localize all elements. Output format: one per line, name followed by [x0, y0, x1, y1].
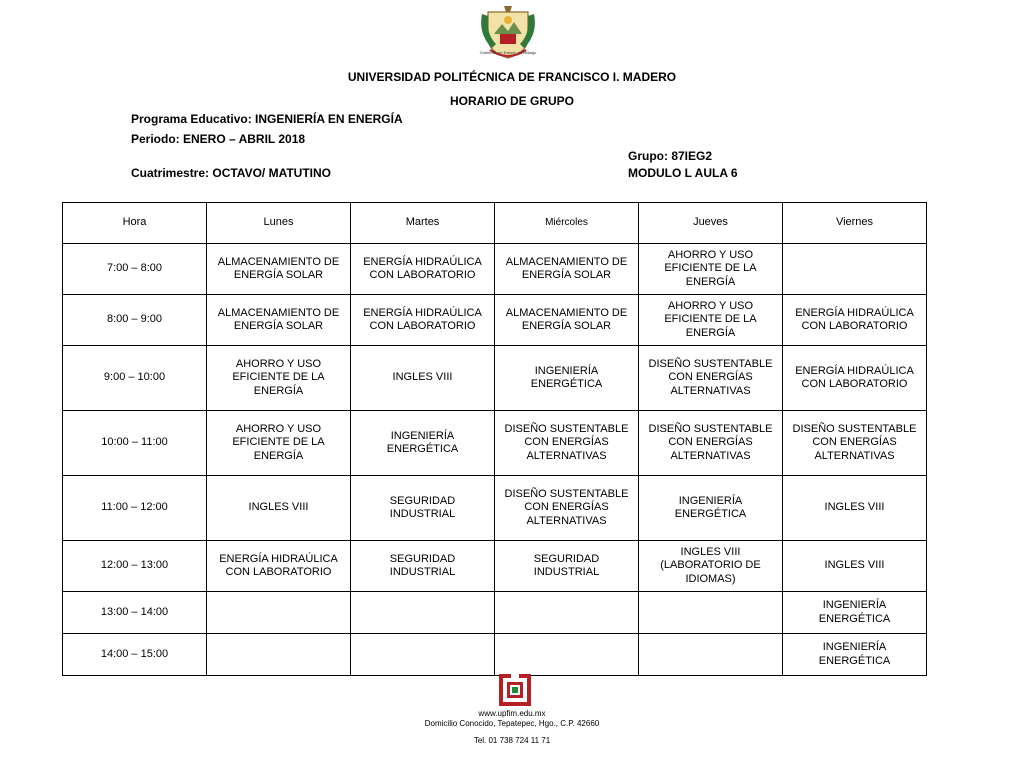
document-title: HORARIO DE GRUPO: [449, 94, 574, 108]
time-cell: 7:00 – 8:00: [63, 244, 207, 295]
column-header-jueves: Jueves: [639, 203, 783, 244]
table-row: [63, 541, 927, 592]
class-cell: INGENIERÍA ENERGÉTICA: [639, 476, 783, 541]
class-cell: INGLES VIII: [207, 476, 351, 541]
time-cell: 12:00 – 13:00: [63, 541, 207, 592]
class-cell: DISEÑO SUSTENTABLE CON ENERGÍAS ALTERNATIVAS: [783, 411, 927, 476]
program-label: Programa Educativo: INGENIERÍA EN ENERGÍA: [131, 112, 403, 126]
class-cell: ENERGÍA HIDRAÚLICA CON LABORATORIO: [351, 295, 495, 346]
term-label: Cuatrimestre: OCTAVO/ MATUTINO: [131, 166, 332, 180]
module-label: MODULO L AULA 6: [628, 166, 738, 180]
column-header-lunes: Lunes: [207, 203, 351, 244]
table-row: [63, 295, 927, 346]
university-name: UNIVERSIDAD POLITÉCNICA DE FRANCISCO I. MADERO: [347, 70, 677, 84]
class-cell: SEGURIDAD INDUSTRIAL: [495, 541, 639, 592]
class-cell: [207, 592, 351, 634]
column-header-martes: Martes: [351, 203, 495, 244]
time-cell: 13:00 – 14:00: [63, 592, 207, 634]
class-cell: ALMACENAMIENTO DE ENERGÍA SOLAR: [207, 244, 351, 295]
table-row: [63, 634, 927, 676]
crest-caption: Gobierno del Estado de Hidalgo: [479, 50, 537, 55]
class-cell: ENERGÍA HIDRAÚLICA CON LABORATORIO: [783, 346, 927, 411]
group-label: Grupo: 87IEG2: [628, 149, 713, 163]
table-row: [63, 476, 927, 541]
schedule-table: [62, 202, 927, 676]
website-link[interactable]: www.upfim.edu.mx: [478, 709, 546, 718]
university-logo-icon: [499, 674, 531, 706]
time-cell: 10:00 – 11:00: [63, 411, 207, 476]
table-row: [63, 411, 927, 476]
class-cell: ALMACENAMIENTO DE ENERGÍA SOLAR: [207, 295, 351, 346]
class-cell: [783, 244, 927, 295]
column-header-viernes: Viernes: [783, 203, 927, 244]
period-label: Periodo: ENERO – ABRIL 2018: [131, 132, 306, 146]
table-row: [63, 244, 927, 295]
class-cell: INGLES VIII: [783, 541, 927, 592]
time-cell: 14:00 – 15:00: [63, 634, 207, 676]
class-cell: AHORRO Y USO EFICIENTE DE LA ENERGÍA: [207, 411, 351, 476]
table-row: [63, 592, 927, 634]
class-cell: ALMACENAMIENTO DE ENERGÍA SOLAR: [495, 244, 639, 295]
time-cell: 11:00 – 12:00: [63, 476, 207, 541]
class-cell: [495, 634, 639, 676]
class-cell: SEGURIDAD INDUSTRIAL: [351, 476, 495, 541]
table-row: [63, 346, 927, 411]
class-cell: [207, 634, 351, 676]
class-cell: INGENIERÍA ENERGÉTICA: [783, 592, 927, 634]
class-cell: INGLES VIII: [351, 346, 495, 411]
class-cell: [351, 634, 495, 676]
class-cell: INGENIERÍA ENERGÉTICA: [783, 634, 927, 676]
class-cell: AHORRO Y USO EFICIENTE DE LA ENERGÍA: [639, 295, 783, 346]
time-cell: 9:00 – 10:00: [63, 346, 207, 411]
time-cell: 8:00 – 9:00: [63, 295, 207, 346]
class-cell: [639, 592, 783, 634]
column-header-hora: Hora: [63, 203, 207, 244]
address-text: Domicilio Conocido, Tepatepec, Hgo., C.P. 42660: [424, 719, 600, 728]
class-cell: DISEÑO SUSTENTABLE CON ENERGÍAS ALTERNATIVAS: [639, 346, 783, 411]
class-cell: INGENIERÍA ENERGÉTICA: [351, 411, 495, 476]
class-cell: ENERGÍA HIDRAÚLICA CON LABORATORIO: [207, 541, 351, 592]
class-cell: INGENIERÍA ENERGÉTICA: [495, 346, 639, 411]
class-cell: ENERGÍA HIDRAÚLICA CON LABORATORIO: [783, 295, 927, 346]
class-cell: DISEÑO SUSTENTABLE CON ENERGÍAS ALTERNATIVAS: [495, 476, 639, 541]
class-cell: AHORRO Y USO EFICIENTE DE LA ENERGÍA: [207, 346, 351, 411]
class-cell: INGLES VIII: [783, 476, 927, 541]
class-cell: DISEÑO SUSTENTABLE CON ENERGÍAS ALTERNATIVAS: [639, 411, 783, 476]
class-cell: [639, 634, 783, 676]
phone-text: Tel. 01 738 724 11 71: [473, 736, 551, 745]
class-cell: AHORRO Y USO EFICIENTE DE LA ENERGÍA: [639, 244, 783, 295]
class-cell: ALMACENAMIENTO DE ENERGÍA SOLAR: [495, 295, 639, 346]
class-cell: SEGURIDAD INDUSTRIAL: [351, 541, 495, 592]
class-cell: INGLES VIII (LABORATORIO DE IDIOMAS): [639, 541, 783, 592]
table-header-row: [63, 203, 927, 244]
class-cell: [351, 592, 495, 634]
class-cell: [495, 592, 639, 634]
class-cell: DISEÑO SUSTENTABLE CON ENERGÍAS ALTERNATIVAS: [495, 411, 639, 476]
class-cell: ENERGÍA HIDRAÚLICA CON LABORATORIO: [351, 244, 495, 295]
column-header-miercoles: Miércoles: [495, 203, 639, 244]
